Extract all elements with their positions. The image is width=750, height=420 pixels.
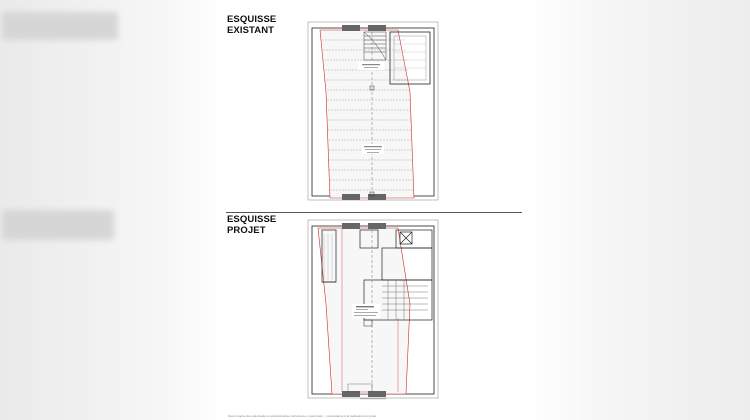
project-title-line1: ESQUISSE xyxy=(227,214,277,225)
project-title-line2: PROJET xyxy=(227,225,266,236)
existing-floor-plan xyxy=(306,20,442,203)
project-floor-plan xyxy=(306,218,442,402)
section-existing-title xyxy=(227,14,276,36)
plan-sheet xyxy=(226,0,522,420)
right-blurred-margin xyxy=(522,0,750,420)
blurred-text-bottom xyxy=(2,210,114,240)
existing-title-line1: ESQUISSE xyxy=(227,14,277,25)
footnote-disclaimer: Sous réserve des autorisations administratives (urbanisme, copropriété…) nécessaires à la réalisation du projet xyxy=(228,414,377,418)
section-divider xyxy=(226,212,522,213)
blurred-text-top xyxy=(2,12,118,40)
left-blurred-margin xyxy=(0,0,226,420)
existing-title-line2: EXISTANT xyxy=(227,25,275,36)
section-project-title xyxy=(227,214,276,236)
